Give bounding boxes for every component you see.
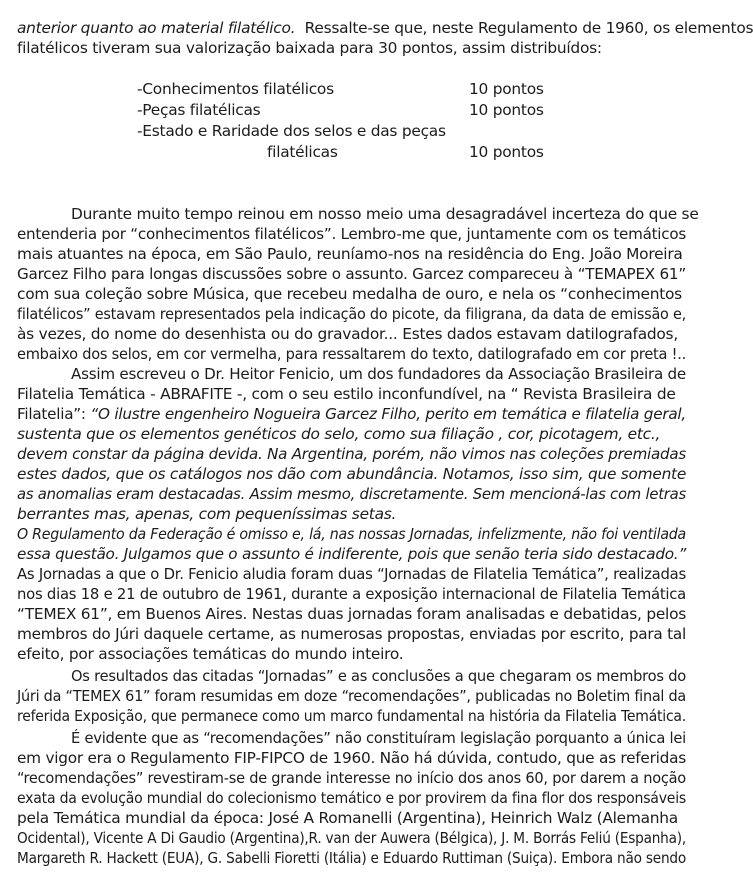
quote-source-label: Filatelia”: — [17, 405, 86, 423]
text-line: mais atuantes na época, em São Paulo, reuníamo-nos na residência do Eng. João Moreira — [17, 245, 683, 263]
points-value: 10 pontos — [469, 101, 544, 119]
points-item: -Peças filatélicas — [137, 101, 261, 119]
intro-italic-fragment: anterior quanto ao material filatélico. — [17, 19, 296, 37]
text-line: Ocidental), Vicente A Di Gaudio (Argentina),R. van der Auwera (Bélgica), J. M. Borrás Feliú (Espanha), — [17, 829, 686, 847]
text-line: Margareth R. Hackett (EUA), G. Sabelli Fioretti (Itália) e Eduardo Ruttiman (Suiça). Embora não sendo — [17, 849, 686, 867]
text-line: Filatelia Temática - ABRAFITE -, com o seu estilo inconfundível, na “ Revista Brasileira de — [17, 385, 676, 403]
text-line: Os resultados das citadas “Jornadas” e as conclusões a que chegaram os membros do — [71, 667, 687, 685]
text-line: exata da evolução mundial do colecionismo temático e por provirem da fina flor dos responsáveis — [17, 789, 687, 807]
quote-line: sustenta que os elementos genéticos do selo, como sua filiação , cor, picotagem, etc., — [17, 425, 661, 443]
text-line: As Jornadas a que o Dr. Fenicio aludia foram duas “Jornadas de Filatelia Temática”, realizadas — [17, 565, 686, 583]
text-line: Durante muito tempo reinou em nosso meio uma desagradável incerteza do que se — [71, 205, 699, 223]
text-line: membros do Júri daquele certame, as numerosas propostas, enviadas por escrito, para tal — [17, 625, 687, 643]
text-line: Júri da “TEMEX 61” foram resumidas em doze “recomendações”, publicadas no Boletim final da — [17, 687, 687, 705]
text-line: pela Temática mundial da época: José A Romanelli (Argentina), Heinrich Walz (Alemanha — [17, 809, 678, 827]
quote-line: essa questão. Julgamos que o assunto é indiferente, pois que senão teria sido destacado.” — [17, 545, 687, 563]
points-value: 10 pontos — [469, 80, 544, 98]
text-line: Garcez Filho para longas discussões sobre o assunto. Garcez compareceu à “TEMAPEX 61” — [17, 265, 686, 283]
quote-line: devem constar da página devida. Na Argentina, porém, não vimos nas coleções premiadas — [17, 445, 686, 463]
quote-line: O Regulamento da Federação é omisso e, lá, nas nossas Jornadas, infelizmente, não foi ventilada — [17, 525, 687, 543]
text-line: em vigor era o Regulamento FIP-FIPCO de 1960. Não há dúvida, contudo, que as referidas — [17, 749, 686, 767]
intro-line-2: filatélicos tiveram sua valorização baixada para 30 pontos, assim distribuídos: — [17, 39, 602, 57]
text-line — [17, 404, 686, 424]
points-item-continuation: filatélicas — [267, 143, 338, 161]
points-item: -Estado e Raridade dos selos e das peças — [137, 122, 446, 140]
text-line: “recomendações” revestiram-se de grande interesse no início dos anos 60, por darem a noção — [17, 769, 686, 787]
text-line: “TEMEX 61”, em Buenos Aires. Nestas duas jornadas foram analisadas e debatidas, pelos — [17, 605, 687, 623]
text-line: às vezes, do nome do desenhista ou do gravador... Estes dados estavam datilografados, — [17, 325, 678, 343]
text-line: entenderia por “conhecimentos filatélicos”. Lembro-me que, juntamente com os temáticos — [17, 225, 686, 243]
quote-line: berrantes mas, apenas, com pequeníssimas setas. — [17, 505, 397, 523]
text-line: Assim escreveu o Dr. Heitor Fenicio, um dos fundadores da Associação Brasileira de — [71, 365, 686, 383]
text-line: referida Exposição, que permanece como um marco fundamental na história da Filatelia Temática. — [17, 707, 686, 725]
text-line: efeito, por associações temáticas do mundo inteiro. — [17, 645, 404, 663]
intro-line-1 — [17, 18, 753, 38]
text-line: filatélicos” estavam representados pela indicação do picote, da filigrana, da data de emissão e, — [17, 305, 686, 323]
quote-line: estes dados, que os catálogos nos dão com abundância. Notamos, isso sim, que somente — [17, 465, 687, 483]
quote-start: “O ilustre engenheiro Nogueira Garcez Filho, perito em temática e filatelia geral, — [90, 405, 686, 423]
quote-line: as anomalias eram destacadas. Assim mesmo, discretamente. Sem mencioná-las com letras — [17, 485, 686, 503]
points-value: 10 pontos — [469, 143, 544, 161]
text-line: É evidente que as “recomendações” não constituíram legislação porquanto a única lei — [71, 729, 687, 747]
text-line: com sua coleção sobre Música, que recebeu medalha de ouro, e nela os “conhecimentos — [17, 285, 682, 303]
text-line: nos dias 18 e 21 de outubro de 1961, durante a exposição internacional de Filatelia Temática — [17, 585, 687, 603]
intro-normal-fragment: Ressalte-se que, neste Regulamento de 1960, os elementos — [304, 19, 753, 37]
text-line: embaixo dos selos, em cor vermelha, para ressaltarem do texto, datilografado em cor preta !.. — [17, 345, 687, 363]
points-item: -Conhecimentos filatélicos — [137, 80, 334, 98]
